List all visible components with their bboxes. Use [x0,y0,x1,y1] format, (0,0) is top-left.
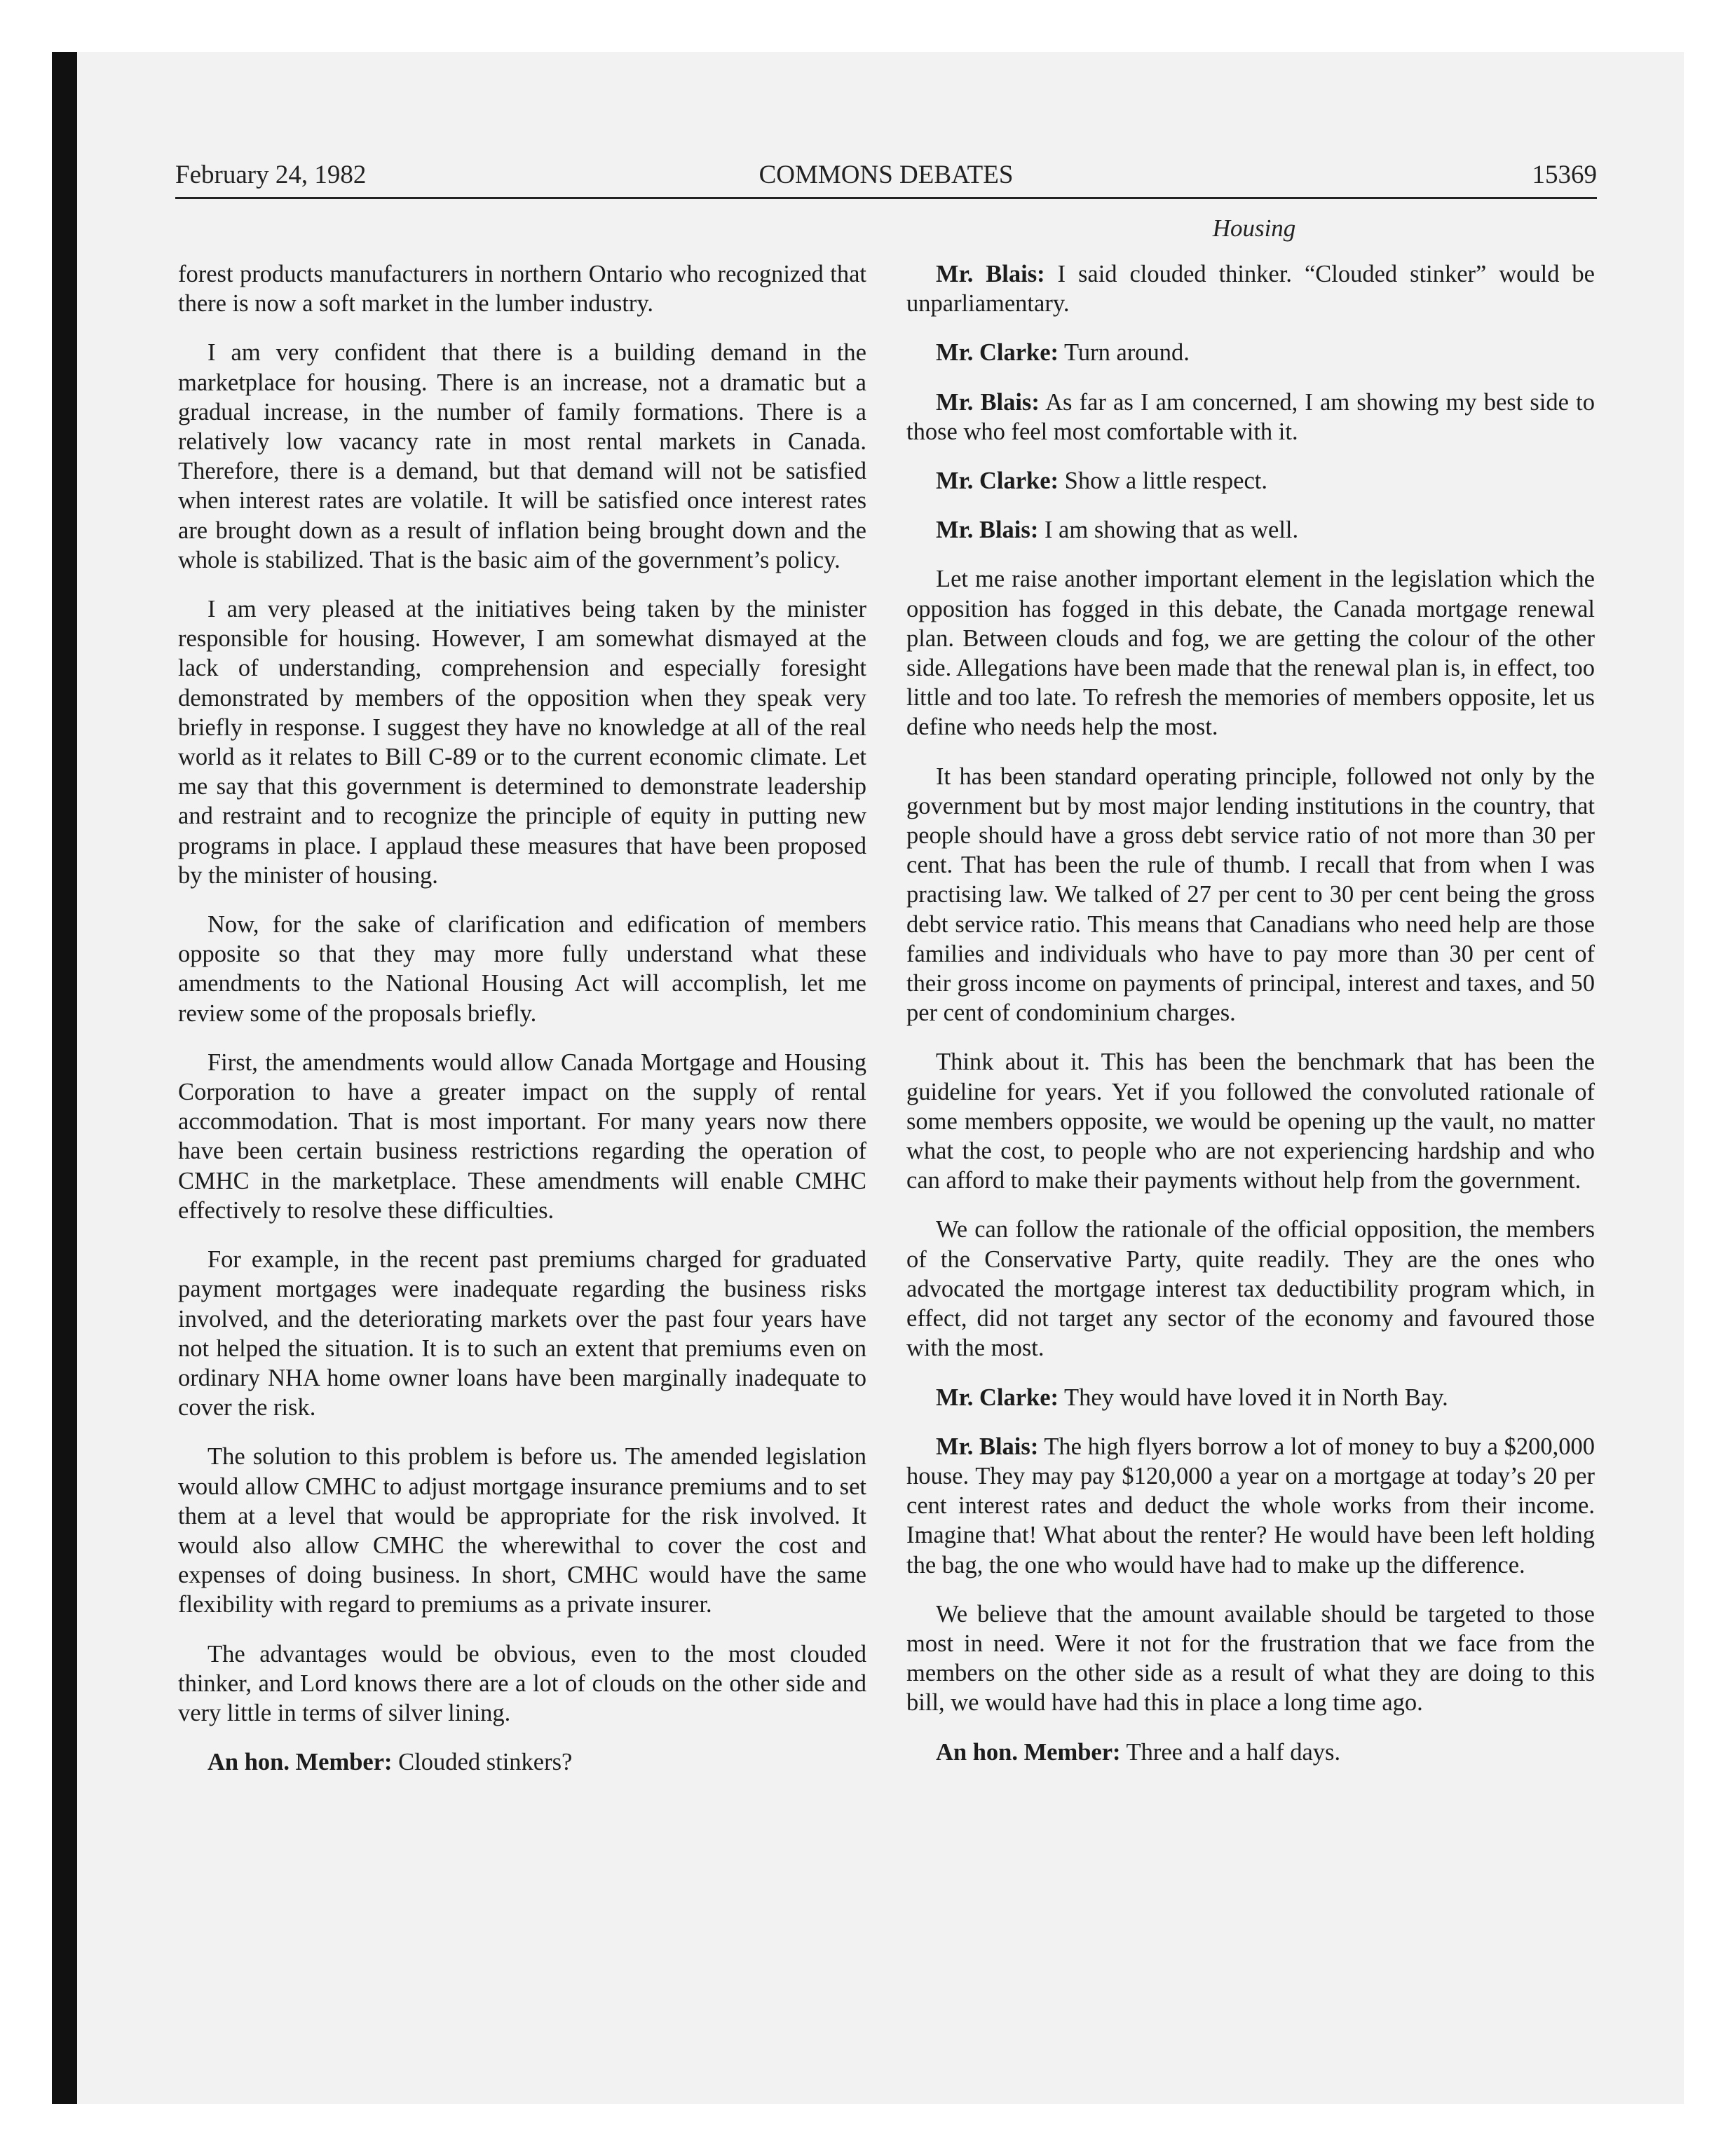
paragraph [906,1599,1595,1718]
paragraph-text: We can follow the rationale of the official opposition, the members of the Conservative Party, quite readily. They are the ones who advocated the mortgage interest tax deductibility program which, in effect, did not target any sector of the economy and favoured those with the most. [906,1216,1595,1362]
paragraph-text: Turn around. [1059,339,1190,367]
header-rule [175,197,1597,199]
paragraph-text: Let me raise another important element in the legislation which the opposition has fogged in this debate, the Canada mortgage renewal plan. Between clouds and fog, we are getting the colour of the other side. Allegations have been made that the renewal plan is, in effect, too little and too late. To refresh the memories of members opposite, let us define who needs help the most. [906,566,1595,741]
paragraph [178,1048,866,1225]
paragraph [906,762,1595,1028]
paragraph [906,1432,1595,1580]
paragraph [906,388,1595,446]
paragraph-text: It has been standard operating principle, followed not only by the government but by most major lending institutions in the country, that people should have a gross debt service ratio of not more than 30 per cent. That has been the rule of thumb. I recall that from when I was practising law. We talked of 27 per cent to 30 per cent being the gross debt service ratio. This means that Canadians who need help are those families and individuals who have to pay more than 30 per cent of their gross income on payments of principal, interest and taxes, and 50 per cent of condominium charges. [906,763,1595,1027]
paragraph-text: I said clouded thinker. “Clouded stinker” would be unparliamentary. [906,261,1595,318]
paragraph-text: Show a little respect. [1059,468,1267,495]
paragraph-text: For example, in the recent past premiums charged for graduated payment mortgages were inadequate regarding the business risks involved, and the deteriorating markets over the past four years have not helped the situation. It is to such an extent that premiums even on ordinary NHA home owner loans have been marginally inadequate to cover the risk. [178,1246,866,1421]
paragraph-text: Think about it. This has been the benchmark that has been the guideline for years. Yet if you followed the convoluted rationale of some members opposite, we would be opening up the vault, no matter what the cost, to people who are not experiencing hardship and who can afford to make their payments without help from the government. [906,1049,1595,1194]
section-title: Housing [1212,214,1296,242]
paragraph [906,259,1595,318]
speaker-name: Mr. Blais: [936,1433,1039,1460]
paragraph [178,338,866,575]
speaker-name: An hon. Member: [207,1749,393,1776]
paragraph [178,1639,866,1728]
paragraph-text: forest products manufacturers in northern Ontario who recognized that there is now a soft market in the lumber industry. [178,261,866,318]
speaker-name: Mr. Blais: [936,517,1039,544]
speaker-name: Mr. Clarke: [936,339,1059,367]
paragraph-text: They would have loved it in North Bay. [1059,1384,1448,1411]
paragraph [178,1747,866,1777]
speaker-name: An hon. Member: [936,1738,1121,1766]
paragraph-text: We believe that the amount available should be targeted to those most in need. Were it not for the frustration that we face from the members on the other side as a result of what they are doing to this bill, we would have had this in place a long time ago. [906,1600,1595,1717]
paragraph [906,1383,1595,1412]
speaker-name: Mr. Blais: [936,388,1040,416]
speaker-name: Mr. Blais: [936,261,1045,287]
paragraph-text: First, the amendments would allow Canada Mortgage and Housing Corporation to have a greater impact on the supply of rental accommodation. That is most important. For many years now there have been certain business restrictions regarding the operation of CMHC in the marketplace. These amendments will enable CMHC effectively to resolve these difficulties. [178,1049,866,1224]
paragraph [178,259,866,318]
paragraph-text: I am very confident that there is a building demand in the marketplace for housing. There is an increase, not a dramatic but a gradual increase, in the number of family formations. There is a relatively low vacancy rate in most rental markets in Canada. Therefore, there is a demand, but that demand will not be satisfied when interest rates are volatile. It will be satisfied once interest rates are brought down as a result of inflation being brought down and the whole is stabilized. That is the basic aim of the government’s policy. [178,339,866,573]
paragraph [906,1215,1595,1363]
scan-edge-bar [52,52,77,2104]
header-title: COMMONS DEBATES [758,161,1014,189]
paragraph-text: I am showing that as well. [1038,517,1299,544]
speaker-name: Mr. Clarke: [936,1384,1059,1411]
paragraph [178,1245,866,1422]
paragraph-text: Three and a half days. [1120,1738,1341,1766]
paragraph [178,594,866,890]
paragraph [178,1442,866,1619]
paragraph-text: As far as I am concerned, I am showing my best side to those who feel most comfortable with it. [906,388,1595,445]
speaker-name: Mr. Clarke: [936,468,1059,495]
paragraph [906,1738,1595,1767]
paragraph-text: I am very pleased at the initiatives being taken by the minister responsible for housing. However, I am somewhat dismayed at the lack of understanding, comprehension and especially foresight demonstrated by members of the opposition when they speak very briefly in response. I suggest they have no knowledge at all of the real world as it relates to Bill C-89 or to the current economic climate. Let me say that this government is determined to demonstrate leadership and restraint and to recognize the principle of equity in putting new programs in place. I applaud these measures that have been proposed by the minister of housing. [178,596,866,889]
left-column [178,259,866,1796]
paragraph [906,466,1595,496]
paragraph [906,1047,1595,1195]
paragraph-text: Now, for the sake of clarification and edification of members opposite so that they may more fully understand what these amendments to the National Housing Act will accomplish, let me review some of the proposals briefly. [178,911,866,1027]
page-number: 15369 [1532,161,1597,189]
paragraph [906,515,1595,545]
paragraph-text: The solution to this problem is before us. The amended legislation would allow CMHC to adjust mortgage insurance premiums and to set them at a level that would be appropriate for the risk involved. It would also allow CMHC the wherewithal to cover the cost and expenses of doing business. In short, CMHC would have the same flexibility with regard to premiums as a private insurer. [178,1443,866,1618]
page-header [175,160,1597,202]
paragraph [906,338,1595,367]
paragraph [178,910,866,1028]
paragraph [906,564,1595,742]
header-date: February 24, 1982 [175,161,367,189]
right-column [906,259,1595,1787]
paragraph-text: The advantages would be obvious, even to the most clouded thinker, and Lord knows there are a lot of clouds on the other side and very little in terms of silver lining. [178,1640,866,1726]
paragraph-text: Clouded stinkers? [392,1749,573,1776]
paragraph-text: The high flyers borrow a lot of money to buy a $200,000 house. They may pay $120,000 a year on a mortgage at today’s 20 per cent interest rates and deduct the whole works from their income. Imagine that! What about the renter? He would have been left holding the bag, the one who would have had to make up the difference. [906,1433,1595,1578]
